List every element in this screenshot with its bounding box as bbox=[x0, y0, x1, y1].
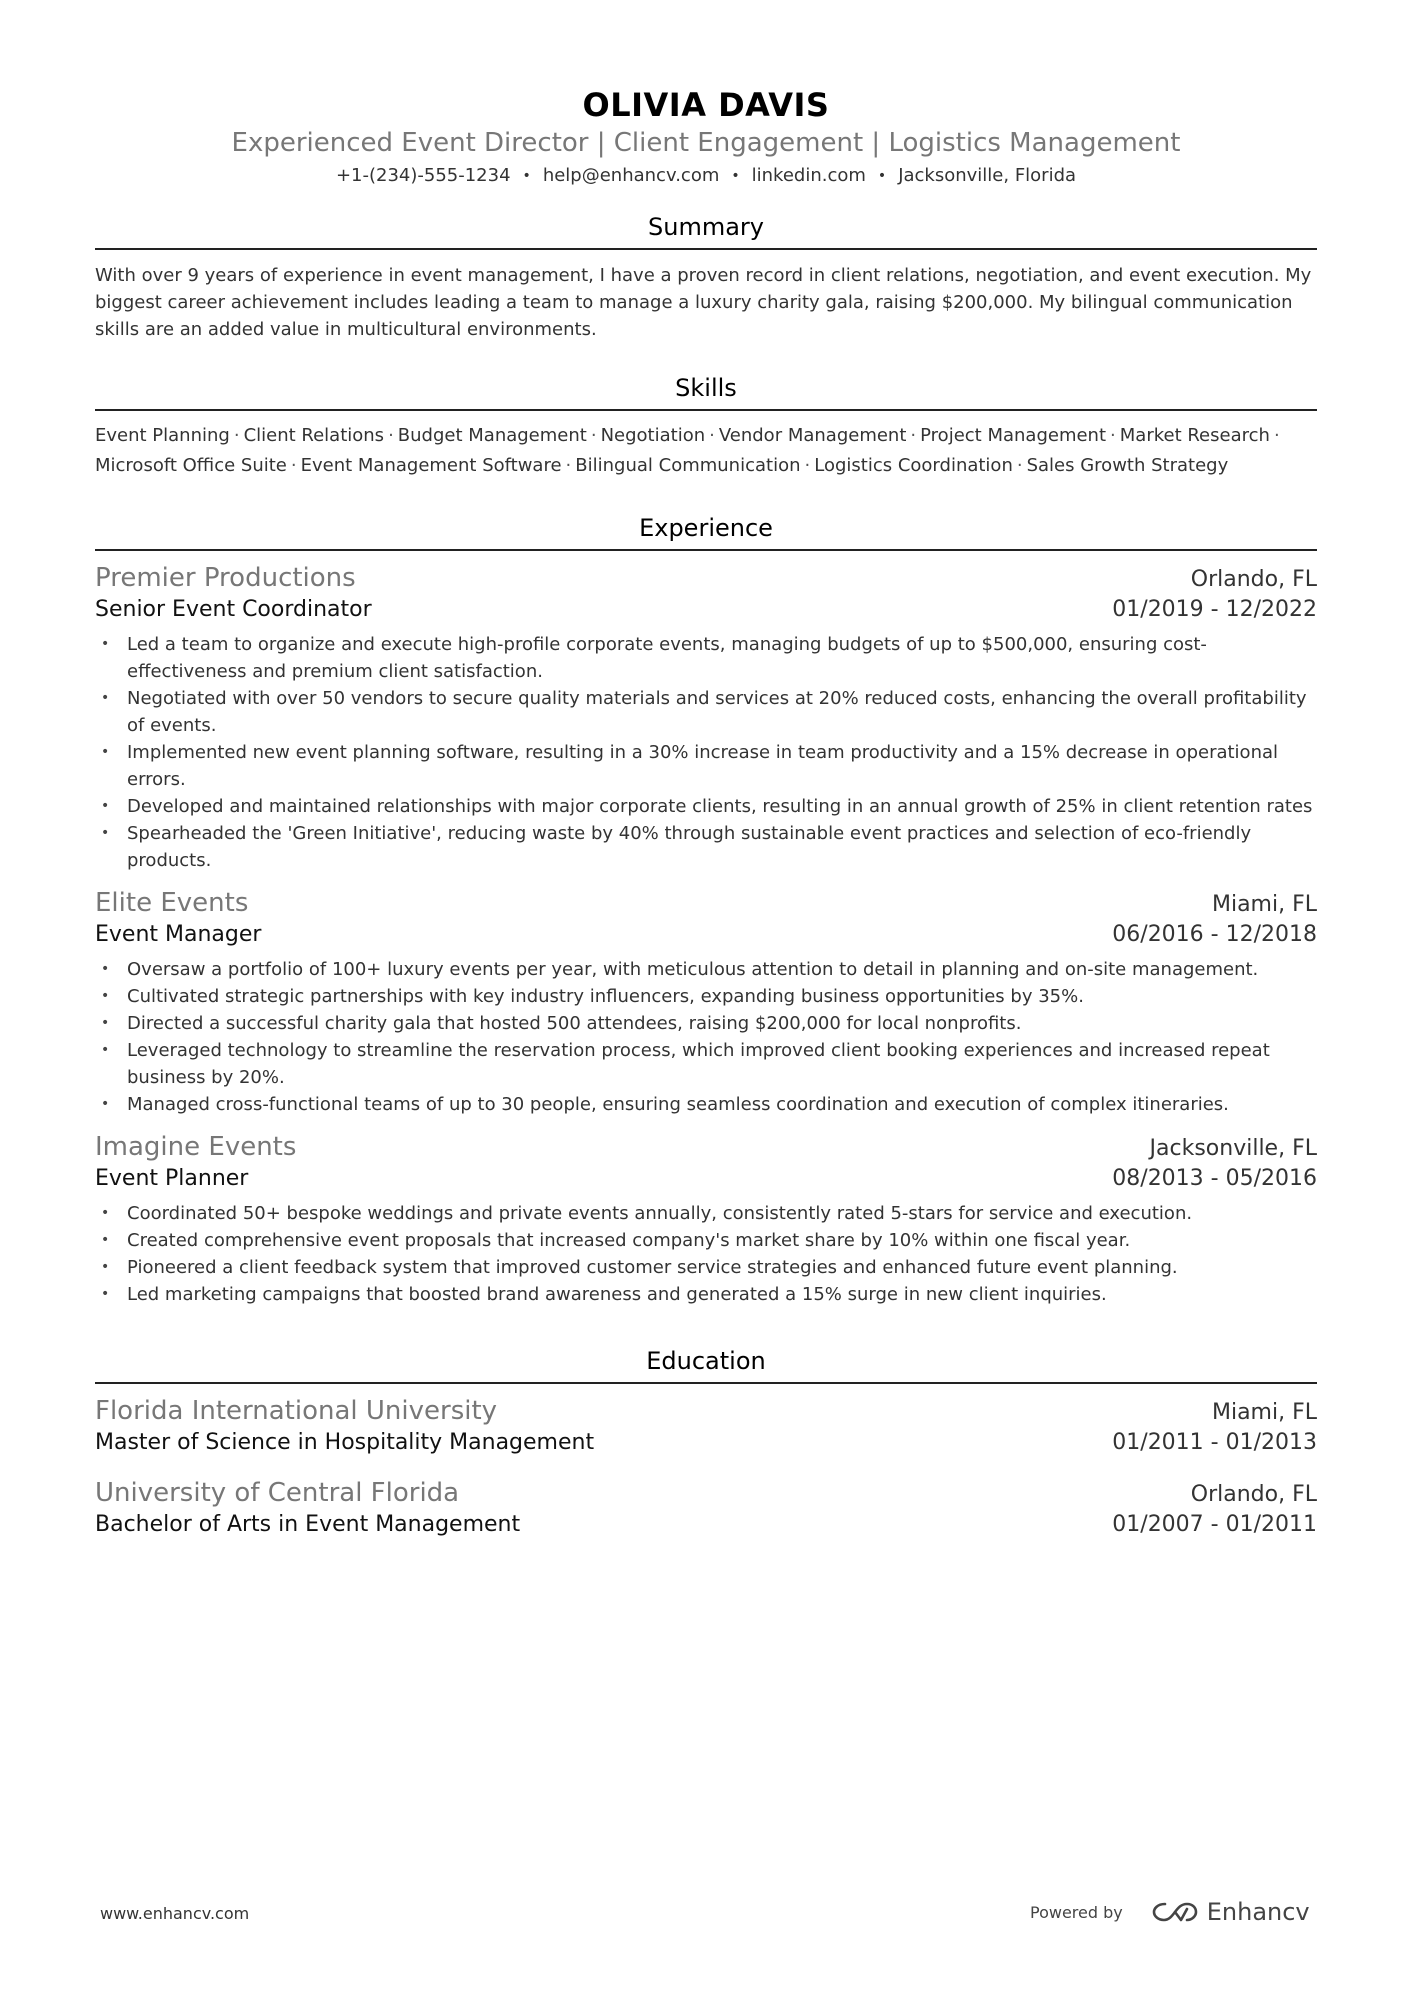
achievement-item: • Negotiated with over 50 vendors to secure quality materials and services at 20% reduced costs, enhancing the overall profitability of events. bbox=[95, 685, 1317, 739]
achievement-item: • Implemented new event planning software, resulting in a 30% increase in team productivity and a 15% decrease in operational errors. bbox=[95, 739, 1317, 793]
skill-separator: · bbox=[804, 455, 811, 476]
skill-item: Vendor Management bbox=[718, 425, 907, 446]
achievement-item: • Pioneered a client feedback system that improved customer service strategies and enhanced future event planning. bbox=[95, 1254, 1317, 1281]
skill-separator: · bbox=[1016, 455, 1023, 476]
job-location: Miami, FL bbox=[1211, 892, 1317, 917]
degree: Bachelor of Arts in Event Management bbox=[95, 1512, 521, 1537]
achievement-item: • Directed a successful charity gala that hosted 500 attendees, raising $200,000 for local nonprofits. bbox=[95, 1010, 1317, 1037]
skill-separator: · bbox=[565, 455, 572, 476]
contact-line bbox=[95, 164, 1317, 189]
degree: Master of Science in Hospitality Management bbox=[95, 1430, 595, 1455]
skill-separator: · bbox=[910, 425, 917, 446]
enhancv-logo-icon bbox=[1151, 1899, 1199, 1925]
education-dates: 01/2007 - 01/2011 bbox=[1112, 1512, 1317, 1537]
skill-item: Sales Growth Strategy bbox=[1026, 455, 1229, 476]
section-title-skills: Skills bbox=[95, 373, 1317, 411]
skill-separator: · bbox=[233, 425, 240, 446]
skill-item: Event Management Software bbox=[300, 455, 562, 476]
skill-item: Market Research bbox=[1119, 425, 1270, 446]
skill-item: Microsoft Office Suite bbox=[95, 455, 287, 476]
summary-text: With over 9 years of experience in event management, I have a proven record in client relations, negotiation, and event execution. My biggest career achievement includes leading a team to manage a luxury charity gala, raising $200,000. My bilingual communication skills are an added value in multicultural environments. bbox=[95, 265, 1312, 340]
footer-website-link[interactable]: www.enhancv.com bbox=[100, 1904, 250, 1923]
experience-entry bbox=[95, 886, 1317, 1118]
candidate-name: OLIVIA DAVIS bbox=[582, 86, 830, 124]
skill-separator: · bbox=[709, 425, 715, 446]
job-dates: 01/2019 - 12/2022 bbox=[1112, 597, 1317, 622]
job-location: Jacksonville, FL bbox=[1149, 1136, 1317, 1161]
achievement-list bbox=[95, 1200, 1317, 1308]
achievement-item: • Leveraged technology to streamline the reservation process, which improved client booking experiences and increased repeat business by 20%. bbox=[95, 1037, 1317, 1091]
skills-section bbox=[95, 373, 1317, 481]
separator-dot: • bbox=[731, 168, 740, 184]
skill-item: Bilingual Communication bbox=[575, 455, 801, 476]
section-title-summary: Summary bbox=[95, 212, 1317, 250]
powered-by-label: Powered by bbox=[1030, 1902, 1123, 1922]
job-title: Senior Event Coordinator bbox=[95, 597, 372, 622]
education-entry bbox=[95, 1394, 1317, 1458]
skill-item: Event Planning bbox=[95, 425, 230, 446]
skill-item: Project Management bbox=[920, 425, 1107, 446]
resume-page bbox=[95, 0, 1317, 1540]
phone: +1-(234)-555-1234 bbox=[335, 165, 511, 186]
location: Jacksonville, Florida bbox=[898, 165, 1077, 186]
education-entry bbox=[95, 1476, 1317, 1540]
school-name: University of Central Florida bbox=[95, 1478, 460, 1508]
powered-by bbox=[1030, 1898, 1310, 1926]
job-title: Event Planner bbox=[95, 1166, 249, 1191]
skill-item: Client Relations bbox=[243, 425, 385, 446]
achievement-item: • Led marketing campaigns that boosted brand awareness and generated a 15% surge in new client inquiries. bbox=[95, 1281, 1317, 1308]
achievement-item: • Led a team to organize and execute high-profile corporate events, managing budgets of up to $500,000, ensuring cost-effectiveness and premium client satisfaction. bbox=[95, 631, 1317, 685]
headline: Experienced Event Director | Client Engagement | Logistics Management bbox=[231, 128, 1181, 158]
school-location: Orlando, FL bbox=[1190, 1482, 1317, 1507]
resume-header bbox=[95, 0, 1317, 189]
experience-section bbox=[95, 513, 1317, 1308]
experience-entry bbox=[95, 561, 1317, 874]
section-title-education: Education bbox=[95, 1346, 1317, 1384]
skill-separator: · bbox=[590, 425, 597, 446]
skill-separator: · bbox=[290, 455, 297, 476]
job-dates: 06/2016 - 12/2018 bbox=[1112, 922, 1317, 947]
company-name: Elite Events bbox=[95, 888, 249, 918]
achievement-item: • Cultivated strategic partnerships with key industry influencers, expanding business opportunities by 35%. bbox=[95, 983, 1317, 1010]
job-dates: 08/2013 - 05/2016 bbox=[1112, 1166, 1317, 1191]
achievement-item: • Coordinated 50+ bespoke weddings and private events annually, consistently rated 5-stars for service and execution. bbox=[95, 1200, 1317, 1227]
skill-item: Negotiation bbox=[600, 425, 706, 446]
skill-separator: · bbox=[388, 425, 394, 446]
linkedin-link[interactable]: linkedin.com bbox=[751, 165, 866, 186]
achievement-item: • Spearheaded the 'Green Initiative', reducing waste by 40% through sustainable event practices and selection of eco-friendly products. bbox=[95, 820, 1317, 874]
summary-section bbox=[95, 212, 1317, 343]
enhancv-logo[interactable] bbox=[1151, 1898, 1310, 1926]
company-name: Imagine Events bbox=[95, 1132, 297, 1162]
achievement-list bbox=[95, 956, 1317, 1118]
achievement-list bbox=[95, 631, 1317, 874]
education-section bbox=[95, 1346, 1317, 1540]
separator-dot: • bbox=[877, 168, 887, 184]
skill-separator: · bbox=[1273, 425, 1280, 446]
job-location: Orlando, FL bbox=[1190, 567, 1317, 592]
separator-dot: • bbox=[522, 168, 531, 184]
email-link[interactable]: help@enhancv.com bbox=[542, 165, 720, 186]
skill-item: Budget Management bbox=[397, 425, 587, 446]
skill-item: Logistics Coordination bbox=[814, 455, 1013, 476]
job-title: Event Manager bbox=[95, 922, 262, 947]
education-dates: 01/2011 - 01/2013 bbox=[1112, 1430, 1317, 1455]
school-location: Miami, FL bbox=[1211, 1400, 1317, 1425]
school-name: Florida International University bbox=[95, 1396, 498, 1426]
company-name: Premier Productions bbox=[95, 563, 356, 593]
achievement-item: • Managed cross-functional teams of up to 30 people, ensuring seamless coordination and execution of complex itineraries. bbox=[95, 1091, 1317, 1118]
achievement-item: • Developed and maintained relationships with major corporate clients, resulting in an annual growth of 25% in client retention rates bbox=[95, 793, 1317, 820]
achievement-item: • Oversaw a portfolio of 100+ luxury events per year, with meticulous attention to detail in planning and on-site management. bbox=[95, 956, 1317, 983]
skills-list bbox=[95, 421, 1317, 481]
achievement-item: • Created comprehensive event proposals that increased company's market share by 10% within one fiscal year. bbox=[95, 1227, 1317, 1254]
experience-entry bbox=[95, 1130, 1317, 1308]
enhancv-brand-name: Enhancv bbox=[1206, 1898, 1310, 1926]
skill-separator: · bbox=[1110, 425, 1116, 446]
section-title-experience: Experience bbox=[95, 513, 1317, 551]
